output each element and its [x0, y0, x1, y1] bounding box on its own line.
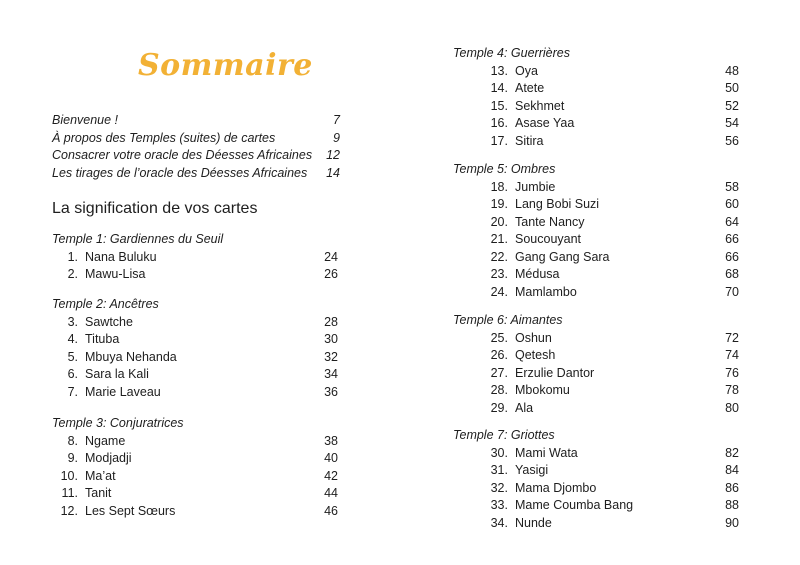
- entry-number: 20.: [490, 214, 508, 229]
- entry-number: 13.: [490, 63, 508, 78]
- entry-page: 78: [725, 383, 739, 397]
- entry-page: 66: [725, 232, 739, 246]
- entry-name: Nunde: [515, 515, 552, 530]
- toc-entry[interactable]: [453, 133, 739, 151]
- entry-name: Ala: [515, 400, 534, 415]
- entry-name: Yasigi: [515, 463, 549, 477]
- entry-number: 16.: [490, 116, 508, 130]
- toc-entry[interactable]: [453, 480, 739, 498]
- entry-number: 7.: [67, 384, 78, 399]
- entry-name: Mbokomu: [515, 383, 570, 397]
- toc-entry[interactable]: [52, 314, 338, 332]
- entry-name: Mami Wata: [515, 445, 578, 460]
- entry-name: Mawu-Lisa: [85, 267, 146, 281]
- entry-number: 4.: [67, 332, 78, 346]
- entry-number: 10.: [60, 468, 78, 483]
- entry-page: 36: [324, 384, 338, 399]
- entry-page: 52: [725, 98, 739, 113]
- temple-section: [453, 45, 739, 150]
- entry-label: Les tirages de l’oracle des Déesses Africaines: [52, 165, 308, 180]
- entry-page: 40: [324, 451, 338, 465]
- entry-number: 30.: [490, 445, 508, 460]
- entry-page: 64: [725, 214, 739, 229]
- toc-entry[interactable]: [52, 349, 338, 367]
- page-title: Sommaire: [138, 48, 313, 83]
- toc-entry[interactable]: [453, 515, 739, 533]
- entry-number: 18.: [490, 179, 508, 194]
- entry-page: 7: [333, 113, 340, 127]
- toc-entry[interactable]: [453, 284, 739, 302]
- toc-entry[interactable]: [453, 497, 739, 515]
- entry-number: 23.: [490, 267, 508, 281]
- entry-page: 68: [725, 267, 739, 281]
- toc-entry[interactable]: [453, 382, 739, 400]
- entry-number: 29.: [490, 400, 508, 415]
- entry-name: Mamlambo: [515, 284, 577, 299]
- temple-section: [52, 231, 338, 284]
- entry-page: 42: [324, 468, 338, 483]
- entry-name: Asase Yaa: [515, 116, 575, 130]
- temple-title: Temple 4: Guerrières: [453, 46, 570, 60]
- entry-name: Sitira: [515, 133, 544, 148]
- entry-name: Ma’at: [85, 468, 116, 483]
- entry-page: 72: [725, 330, 739, 345]
- entry-page: 56: [725, 133, 739, 148]
- temple-title: Temple 7: Griottes: [453, 428, 555, 442]
- entry-page: 76: [725, 365, 739, 380]
- entry-page: 32: [324, 349, 338, 364]
- entry-page: 54: [725, 116, 739, 130]
- entry-page: 50: [725, 81, 739, 95]
- entry-name: Médusa: [515, 267, 560, 281]
- entry-number: 9.: [67, 451, 78, 465]
- entry-page: 90: [725, 515, 739, 530]
- entry-number: 26.: [490, 348, 508, 362]
- toc-entry[interactable]: [52, 503, 338, 521]
- entry-page: 34: [324, 367, 338, 381]
- toc-entry[interactable]: [453, 115, 739, 133]
- entry-page: 86: [725, 480, 739, 495]
- entry-name: Soucouyant: [515, 232, 582, 246]
- toc-entry[interactable]: [52, 266, 338, 284]
- toc-entry[interactable]: [453, 445, 739, 463]
- entry-number: 1.: [67, 249, 78, 264]
- toc-entry[interactable]: [453, 63, 739, 81]
- entry-name: Mbuya Nehanda: [85, 349, 177, 364]
- entry-name: Modjadji: [85, 451, 132, 465]
- entry-page: 46: [324, 503, 338, 518]
- entry-number: 2.: [67, 267, 78, 281]
- toc-entry[interactable]: [453, 179, 739, 197]
- toc-entry[interactable]: [52, 485, 338, 503]
- toc-entry[interactable]: [453, 98, 739, 116]
- temple-title: Temple 1: Gardiennes du Seuil: [52, 232, 224, 246]
- intro-entry[interactable]: [52, 130, 340, 148]
- entry-name: Lang Bobi Suzi: [515, 197, 600, 211]
- toc-entry[interactable]: [453, 347, 739, 365]
- temple-section: [453, 427, 739, 532]
- entry-name: Mame Coumba Bang: [515, 498, 634, 512]
- entry-number: 21.: [490, 232, 508, 246]
- toc-entry[interactable]: [52, 249, 338, 267]
- temple-title: Temple 5: Ombres: [453, 162, 556, 176]
- toc-entry[interactable]: [52, 366, 338, 384]
- intro-entry[interactable]: [52, 112, 340, 130]
- entry-label: Bienvenue !: [52, 113, 119, 127]
- intro-entry[interactable]: [52, 147, 340, 165]
- entry-name: Jumbie: [515, 179, 556, 194]
- entry-page: 84: [725, 463, 739, 477]
- entry-number: 31.: [490, 463, 508, 477]
- toc-entry[interactable]: [52, 433, 338, 451]
- entry-name: Erzulie Dantor: [515, 365, 595, 380]
- entry-name: Marie Laveau: [85, 384, 161, 399]
- entry-number: 14.: [490, 81, 508, 95]
- entry-name: Tanit: [85, 486, 112, 500]
- entry-page: 80: [725, 400, 739, 415]
- entry-number: 24.: [490, 284, 508, 299]
- toc-entry[interactable]: [453, 400, 739, 418]
- entry-name: Qetesh: [515, 348, 556, 362]
- entry-name: Atete: [515, 81, 545, 95]
- entry-number: 22.: [490, 249, 508, 264]
- entry-number: 25.: [490, 330, 508, 345]
- entry-page: 12: [326, 148, 340, 163]
- toc-entry[interactable]: [453, 196, 739, 214]
- toc-entry[interactable]: [453, 231, 739, 249]
- entry-label: Consacrer votre oracle des Déesses Africaines: [52, 148, 313, 163]
- temple-section: [453, 312, 739, 417]
- entry-page: 28: [324, 314, 338, 329]
- temple-title: Temple 2: Ancêtres: [52, 297, 159, 311]
- entry-name: Tituba: [85, 332, 120, 346]
- entry-number: 3.: [67, 314, 78, 329]
- toc-entry[interactable]: [453, 249, 739, 267]
- entry-page: 70: [725, 284, 739, 299]
- toc-entry[interactable]: [453, 462, 739, 480]
- entry-page: 24: [324, 249, 338, 264]
- entry-page: 88: [725, 498, 739, 512]
- entry-name: Tante Nancy: [515, 214, 585, 229]
- entry-name: Nana Buluku: [85, 249, 157, 264]
- entry-name: Sawtche: [85, 314, 133, 329]
- toc-entry[interactable]: [52, 384, 338, 402]
- toc-entry[interactable]: [453, 330, 739, 348]
- temple-section: [52, 415, 338, 520]
- toc-entry[interactable]: [453, 365, 739, 383]
- entry-name: Oshun: [515, 330, 552, 345]
- entry-name: Gang Gang Sara: [515, 249, 610, 264]
- temple-title: Temple 3: Conjuratrices: [52, 416, 184, 430]
- entry-label: À propos des Temples (suites) de cartes: [52, 130, 276, 145]
- entry-number: 11.: [61, 486, 78, 500]
- entry-number: 17.: [490, 133, 508, 148]
- toc-entry[interactable]: [453, 80, 739, 98]
- entry-number: 32.: [490, 480, 508, 495]
- entry-number: 15.: [490, 98, 508, 113]
- entry-number: 6.: [67, 367, 78, 381]
- entry-name: Sara la Kali: [85, 367, 149, 381]
- entry-page: 26: [324, 267, 338, 281]
- entry-page: 60: [725, 197, 739, 211]
- temple-section: [52, 296, 338, 401]
- entry-page: 66: [725, 249, 739, 264]
- entry-page: 74: [725, 348, 739, 362]
- entry-number: 27.: [490, 365, 508, 380]
- entry-number: 34.: [490, 515, 508, 530]
- entry-page: 82: [725, 445, 739, 460]
- toc-entry[interactable]: [52, 450, 338, 468]
- entry-number: 28.: [490, 383, 508, 397]
- entry-page: 14: [326, 165, 340, 180]
- section-heading: La signification de vos cartes: [52, 200, 258, 217]
- entry-page: 48: [725, 63, 739, 78]
- entry-number: 19.: [490, 197, 508, 211]
- entry-name: Ngame: [85, 433, 126, 448]
- entry-page: 44: [324, 486, 338, 500]
- entry-name: Les Sept Sœurs: [85, 503, 176, 518]
- intro-list: [52, 112, 340, 182]
- entry-name: Sekhmet: [515, 98, 565, 113]
- temple-title: Temple 6: Aimantes: [453, 313, 563, 327]
- temple-section: [453, 161, 739, 301]
- entry-number: 33.: [490, 498, 508, 512]
- entry-name: Mama Djombo: [515, 480, 597, 495]
- entry-page: 38: [324, 433, 338, 448]
- entry-number: 12.: [60, 503, 78, 518]
- entry-page: 9: [333, 130, 340, 145]
- toc-entry[interactable]: [453, 266, 739, 284]
- toc-entry[interactable]: [453, 214, 739, 232]
- entry-name: Oya: [515, 63, 538, 78]
- toc-entry[interactable]: [52, 331, 338, 349]
- entry-number: 8.: [67, 433, 78, 448]
- entry-number: 5.: [67, 349, 78, 364]
- entry-page: 30: [324, 332, 338, 346]
- toc-entry[interactable]: [52, 468, 338, 486]
- intro-entry[interactable]: [52, 165, 340, 183]
- entry-page: 58: [725, 179, 739, 194]
